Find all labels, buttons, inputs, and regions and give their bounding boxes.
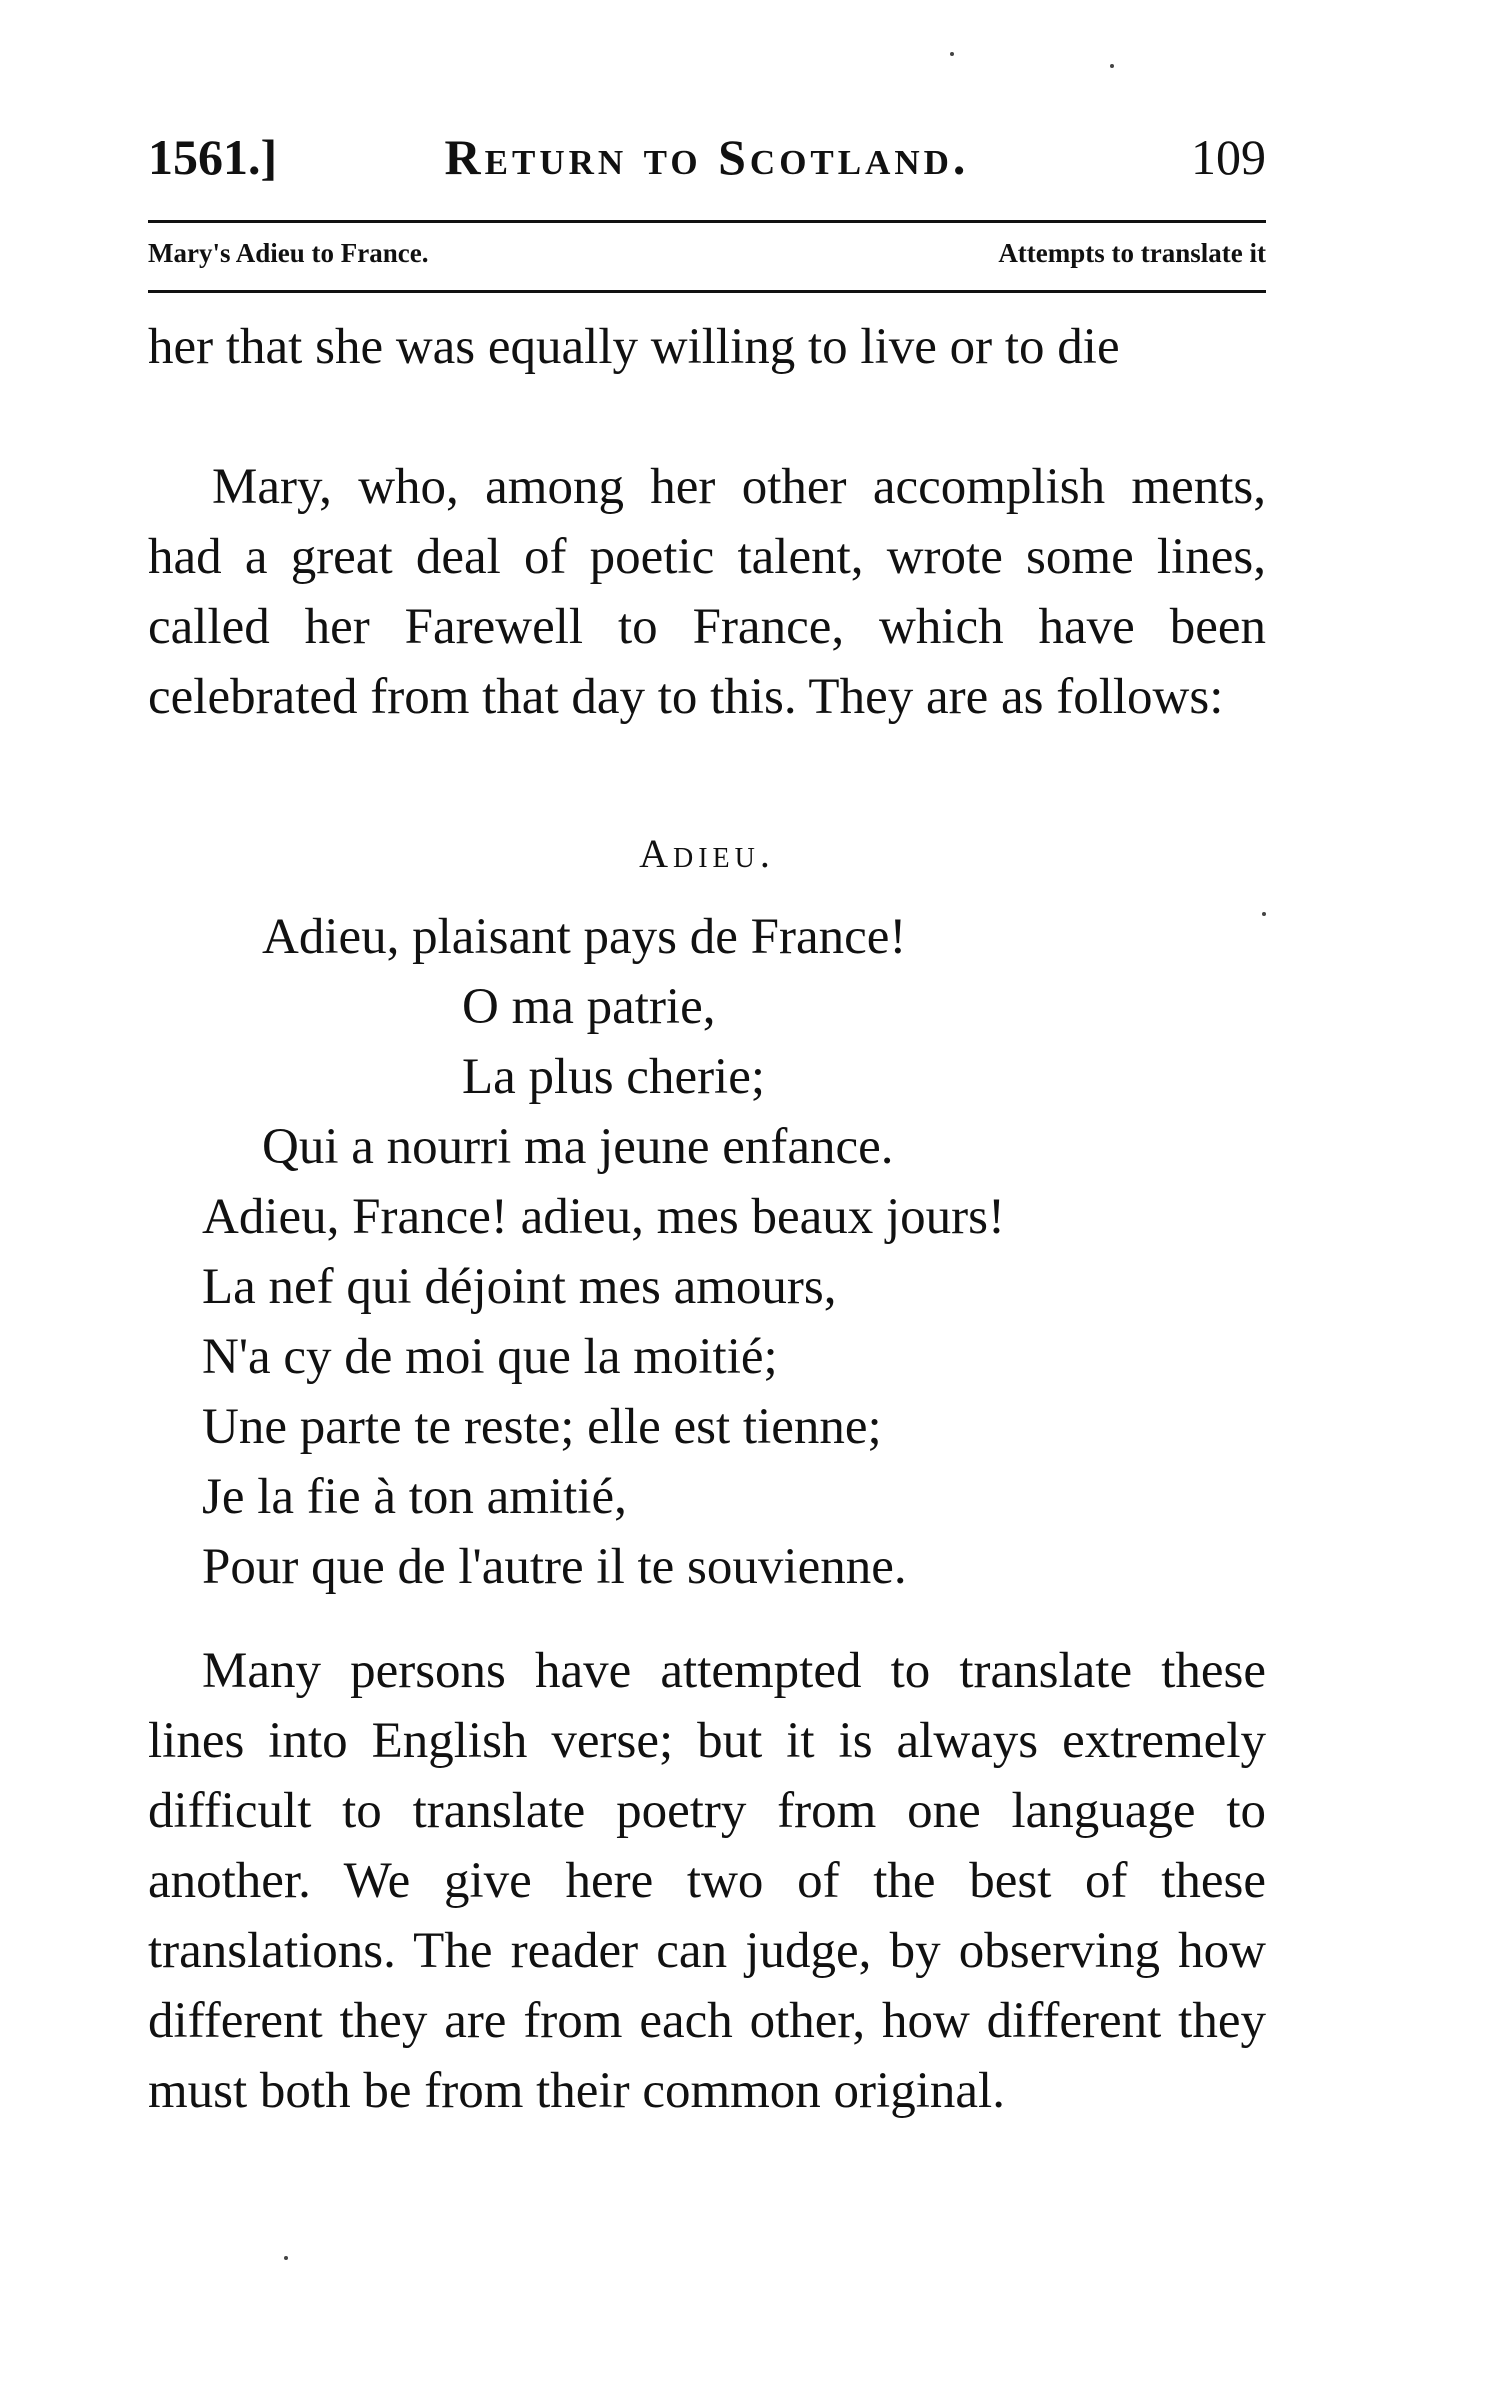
side-note-left: Mary's Adieu to France. [148,238,429,268]
header-year: 1561.] [148,129,278,185]
poem-line-10: Pour que de l'autre il te souvienne. [202,1539,907,1595]
poem-line-5: Adieu, France! adieu, mes beaux jours! [202,1189,1005,1245]
poem-line-4: Qui a nourri ma jeune enfance. [262,1119,894,1175]
page-number: 109 [1191,129,1266,185]
poem-line-6: La nef qui déjoint mes amours, [202,1259,837,1315]
side-note-right: Attempts to translate it [998,238,1266,268]
paper-speck [1110,64,1114,68]
header-rule-top [148,220,1266,223]
poem-title: Adieu. [639,831,775,876]
poem-line-7: N'a cy de moi que la moitié; [202,1329,778,1385]
header-rule-bottom [148,290,1266,293]
poem-line-8: Une parte te reste; elle est tienne; [202,1399,882,1455]
paper-speck [1262,912,1266,916]
side-notes [148,238,1266,278]
header-title: Return to Scotland. [444,129,970,185]
poem-line-3: La plus cherie; [462,1049,766,1105]
paragraph-2: Mary, who, among her other accomplish ments, had a great deal of poetic talent, wrote some lines, called her Farewell to France, which have been celebrated from that day to this. They are as follows: [148,459,1266,725]
poem-line-1: Adieu, plaisant pays de France! [262,909,907,965]
paper-speck [950,52,954,56]
running-head [148,128,1266,198]
poem-line-9: Je la fie à ton amitié, [202,1469,627,1525]
paragraph-3: Many persons have attempted to translate these lines into English verse; but it is always extremely difficult to translate poetry from one language to another. We give here two of the best of these translations. The reader can judge, by observing how different they are from each other, how different they must both be from their common original. [148,1643,1266,2119]
paragraph-1: her that she was equally willing to live or to die [148,319,1120,375]
poem-line-2: O ma patrie, [462,979,716,1035]
paper-speck [284,2256,288,2260]
